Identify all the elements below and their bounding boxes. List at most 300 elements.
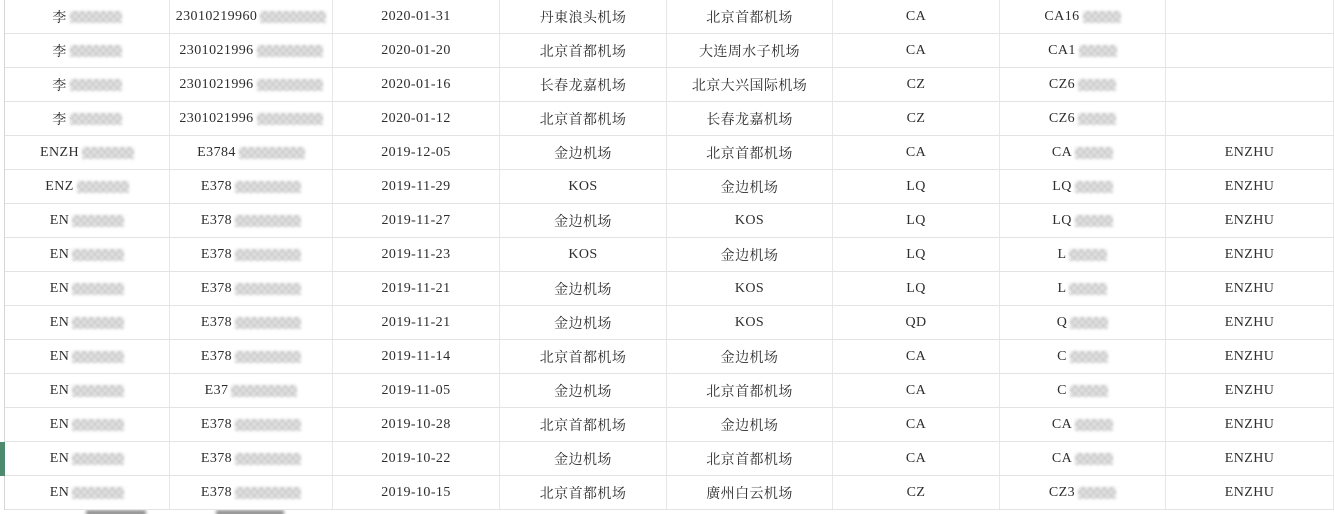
flight-number-text: L (1057, 280, 1067, 296)
cell-arrival-airport[interactable] (667, 476, 833, 509)
cell-departure-airport[interactable] (500, 170, 667, 203)
redaction-blur (1075, 453, 1113, 465)
airline-code-text: LQ (906, 280, 926, 296)
cell-id-number[interactable] (170, 204, 333, 237)
cell-airline-code[interactable] (833, 34, 1000, 67)
redaction-blur (72, 317, 124, 329)
flight-date-text: 2020-01-31 (381, 8, 451, 24)
departure-airport-text: 金边机场 (554, 146, 612, 162)
cell-passenger-name[interactable] (1166, 170, 1334, 203)
arrival-airport-text: KOS (734, 314, 765, 330)
redaction-blur (1070, 317, 1108, 329)
cell-passenger-name[interactable] (1166, 374, 1334, 407)
cell-flight-date[interactable] (333, 102, 500, 135)
arrival-airport-text: 金边机场 (720, 350, 779, 366)
cell-airline-code[interactable] (833, 374, 1000, 407)
cell-airline-code[interactable] (833, 442, 1000, 475)
id-number-text: E378 (200, 212, 233, 228)
redaction-blur (72, 351, 124, 363)
redaction-blur (235, 317, 301, 329)
cell-id-number[interactable] (170, 136, 333, 169)
cell-arrival-airport[interactable] (667, 408, 833, 441)
table-row (5, 442, 1334, 476)
name-text: 李 (52, 10, 67, 26)
redaction-blur (235, 283, 301, 295)
cell-departure-airport[interactable] (500, 272, 667, 305)
cell-id-number[interactable] (170, 102, 333, 135)
cell-flight-number[interactable] (1000, 476, 1166, 509)
id-number-text: E3784 (197, 144, 236, 160)
id-number-text: E378 (200, 416, 233, 432)
cell-passenger-name[interactable] (1166, 238, 1334, 271)
cell-airline-code[interactable] (833, 306, 1000, 339)
cell-flight-date[interactable] (333, 442, 500, 475)
passenger-name-text: ENZHU (1224, 144, 1275, 160)
table-row (5, 136, 1334, 170)
name-text: 李 (52, 44, 67, 60)
cell-airline-code[interactable] (833, 238, 1000, 271)
departure-airport-text: 丹東浪头机场 (539, 10, 627, 26)
redaction-blur (1069, 249, 1107, 261)
cell-id-number[interactable] (170, 68, 333, 101)
cell-passenger-name[interactable] (1166, 272, 1334, 305)
arrival-airport-text: KOS (734, 280, 765, 296)
id-number-text: E378 (200, 280, 233, 296)
cell-arrival-airport[interactable] (667, 170, 833, 203)
cell-departure-airport[interactable] (500, 306, 667, 339)
arrival-airport-text: 廣州白云机场 (706, 486, 793, 502)
arrival-airport-text: KOS (734, 212, 765, 228)
flight-date-text: 2019-11-29 (381, 178, 451, 194)
id-number-text: 23010219960 (175, 8, 258, 24)
arrival-airport-text: 金边机场 (720, 180, 779, 196)
cell-flight-date[interactable] (333, 340, 500, 373)
cell-name[interactable] (5, 68, 170, 101)
departure-airport-text: 长春龙嘉机场 (539, 78, 627, 94)
cell-flight-number[interactable] (1000, 68, 1166, 101)
name-text: EN (49, 382, 70, 398)
redaction-blur (239, 147, 305, 159)
arrival-airport-text: 北京首都机场 (706, 10, 793, 26)
cell-airline-code[interactable] (833, 408, 1000, 441)
airline-code-text: CA (905, 382, 927, 398)
departure-airport-text: 金边机场 (554, 214, 612, 230)
arrival-airport-text: 大连周水子机场 (699, 44, 800, 60)
redaction-blur (1069, 283, 1107, 295)
cell-airline-code[interactable] (833, 204, 1000, 237)
cell-flight-date[interactable] (333, 238, 500, 271)
cell-arrival-airport[interactable] (667, 34, 833, 67)
cell-name[interactable] (5, 306, 170, 339)
redaction-blur (72, 283, 124, 295)
table-row (5, 0, 1334, 34)
name-text: EN (49, 212, 70, 228)
id-number-text: E378 (200, 450, 233, 466)
cell-id-number[interactable] (170, 170, 333, 203)
flight-number-text: CA (1051, 416, 1073, 432)
cell-name[interactable] (5, 374, 170, 407)
redaction-blur (257, 113, 323, 125)
cell-flight-number[interactable] (1000, 374, 1166, 407)
airline-code-text: CZ (906, 484, 926, 500)
cell-departure-airport[interactable] (500, 0, 667, 33)
cell-flight-date[interactable] (333, 204, 500, 237)
flight-date-text: 2020-01-16 (381, 76, 451, 92)
flight-number-text: L (1057, 246, 1067, 262)
table-row (5, 272, 1334, 306)
cell-id-number[interactable] (170, 340, 333, 373)
passenger-name-text: ENZHU (1224, 348, 1275, 364)
airline-code-text: QD (905, 314, 927, 330)
flight-date-text: 2020-01-20 (381, 42, 451, 58)
redaction-blur (216, 510, 284, 514)
departure-airport-text: 金边机场 (554, 282, 612, 298)
arrival-airport-text: 北京首都机场 (706, 452, 793, 468)
table-row (5, 374, 1334, 408)
table-row (5, 238, 1334, 272)
flight-number-text: LQ (1052, 178, 1072, 194)
id-number-text: 2301021996 (179, 110, 254, 126)
redaction-blur (235, 419, 301, 431)
cell-departure-airport[interactable] (500, 68, 667, 101)
cell-departure-airport[interactable] (500, 374, 667, 407)
flight-date-text: 2019-10-22 (381, 450, 451, 466)
redaction-blur (1078, 79, 1116, 91)
cell-airline-code[interactable] (833, 272, 1000, 305)
departure-airport-text: 北京首都机场 (539, 112, 627, 128)
cell-name[interactable] (5, 170, 170, 203)
cell-departure-airport[interactable] (500, 442, 667, 475)
cell-arrival-airport[interactable] (667, 442, 833, 475)
cell-departure-airport[interactable] (500, 136, 667, 169)
passenger-name-text: ENZHU (1224, 382, 1275, 398)
cell-id-number[interactable] (170, 0, 333, 33)
redaction-blur (235, 249, 301, 261)
cell-flight-number[interactable] (1000, 102, 1166, 135)
cell-name[interactable] (5, 272, 170, 305)
name-text: EN (49, 450, 70, 466)
cell-airline-code[interactable] (833, 170, 1000, 203)
cell-flight-number[interactable] (1000, 306, 1166, 339)
cell-flight-date[interactable] (333, 0, 500, 33)
cell-flight-number[interactable] (1000, 136, 1166, 169)
id-number-text: E37 (204, 382, 229, 398)
cell-departure-airport[interactable] (500, 204, 667, 237)
cell-flight-number[interactable] (1000, 238, 1166, 271)
cell-passenger-name[interactable] (1166, 0, 1334, 33)
cell-flight-number[interactable] (1000, 204, 1166, 237)
redaction-blur (72, 419, 124, 431)
table-row (5, 408, 1334, 442)
cell-flight-number[interactable] (1000, 0, 1166, 33)
airline-code-text: CA (905, 450, 927, 466)
flight-number-text: LQ (1052, 212, 1072, 228)
redaction-blur (72, 385, 124, 397)
redaction-blur (1078, 113, 1116, 125)
airline-code-text: LQ (906, 212, 926, 228)
flight-date-text: 2019-12-05 (381, 144, 451, 160)
cell-passenger-name[interactable] (1166, 136, 1334, 169)
cell-flight-date[interactable] (333, 68, 500, 101)
redaction-blur (235, 351, 301, 363)
airline-code-text: CA (905, 42, 927, 58)
flight-number-text: CZ6 (1048, 76, 1076, 92)
cell-name[interactable] (5, 34, 170, 67)
row-highlight-marker (0, 442, 5, 476)
flight-number-text: CZ3 (1048, 484, 1076, 500)
id-number-text: E378 (200, 246, 233, 262)
cell-passenger-name[interactable] (1166, 34, 1334, 67)
redaction-blur (72, 453, 124, 465)
cell-name[interactable] (5, 136, 170, 169)
cell-id-number[interactable] (170, 374, 333, 407)
cell-airline-code[interactable] (833, 340, 1000, 373)
redaction-blur (257, 45, 323, 57)
arrival-airport-text: 北京首都机场 (706, 384, 793, 400)
cell-arrival-airport[interactable] (667, 340, 833, 373)
redaction-blur (70, 45, 122, 57)
cell-airline-code[interactable] (833, 136, 1000, 169)
name-text: EN (49, 416, 70, 432)
cell-passenger-name[interactable] (1166, 306, 1334, 339)
name-text: 李 (52, 112, 67, 128)
arrival-airport-text: 金边机场 (720, 418, 779, 434)
passenger-name-text: ENZHU (1224, 280, 1275, 296)
cell-name[interactable] (5, 340, 170, 373)
cell-arrival-airport[interactable] (667, 0, 833, 33)
redaction-blur (70, 113, 122, 125)
cell-name[interactable] (5, 204, 170, 237)
cell-flight-date[interactable] (333, 476, 500, 509)
cell-passenger-name[interactable] (1166, 476, 1334, 509)
redaction-blur (1075, 419, 1113, 431)
departure-airport-text: 北京首都机场 (539, 44, 627, 60)
cell-name[interactable] (5, 408, 170, 441)
flight-date-text: 2019-10-28 (381, 416, 451, 432)
redaction-blur (231, 385, 297, 397)
airline-code-text: CZ (906, 76, 926, 92)
table-row (5, 306, 1334, 340)
cell-arrival-airport[interactable] (667, 102, 833, 135)
arrival-airport-text: 北京大兴国际机场 (691, 78, 808, 94)
cell-name[interactable] (5, 102, 170, 135)
name-text: 李 (52, 78, 67, 94)
table-row (5, 34, 1334, 68)
arrival-airport-text: 长春龙嘉机场 (706, 112, 793, 128)
redaction-blur (1070, 385, 1108, 397)
departure-airport-text: 金边机场 (554, 316, 612, 332)
cell-id-number[interactable] (170, 238, 333, 271)
airline-code-text: CA (905, 8, 927, 24)
flight-number-text: CA (1051, 450, 1073, 466)
cell-departure-airport[interactable] (500, 476, 667, 509)
cell-departure-airport[interactable] (500, 238, 667, 271)
cell-arrival-airport[interactable] (667, 272, 833, 305)
airline-code-text: LQ (906, 246, 926, 262)
cell-arrival-airport[interactable] (667, 374, 833, 407)
cell-flight-number[interactable] (1000, 340, 1166, 373)
name-text: ENZH (39, 144, 79, 160)
flight-number-text: Q (1056, 314, 1068, 330)
cell-flight-date[interactable] (333, 306, 500, 339)
redaction-blur (72, 487, 124, 499)
redaction-blur (72, 249, 124, 261)
cell-name[interactable] (5, 0, 170, 33)
redaction-blur (77, 181, 129, 193)
cell-passenger-name[interactable] (1166, 340, 1334, 373)
cell-name[interactable] (5, 442, 170, 475)
cell-flight-number[interactable] (1000, 170, 1166, 203)
cell-passenger-name[interactable] (1166, 102, 1334, 135)
flight-date-text: 2019-11-21 (381, 280, 451, 296)
cell-id-number[interactable] (170, 272, 333, 305)
name-text: ENZ (45, 178, 74, 194)
passenger-name-text: ENZHU (1224, 246, 1275, 262)
redaction-blur (257, 79, 323, 91)
redaction-blur (1075, 181, 1113, 193)
cell-passenger-name[interactable] (1166, 204, 1334, 237)
arrival-airport-text: 金边机场 (720, 248, 779, 264)
passenger-name-text: ENZHU (1224, 450, 1275, 466)
cell-arrival-airport[interactable] (667, 68, 833, 101)
table-row (5, 204, 1334, 238)
cell-flight-number[interactable] (1000, 34, 1166, 67)
departure-airport-text: KOS (568, 178, 598, 194)
name-text: EN (49, 246, 70, 262)
arrival-airport-text: 北京首都机场 (706, 146, 793, 162)
passenger-name-text: ENZHU (1224, 178, 1275, 194)
redaction-blur (235, 487, 301, 499)
cell-name[interactable] (5, 238, 170, 271)
flight-number-text: CA (1051, 144, 1073, 160)
cell-departure-airport[interactable] (500, 408, 667, 441)
cell-name[interactable] (5, 476, 170, 509)
cell-arrival-airport[interactable] (667, 238, 833, 271)
id-number-text: 2301021996 (179, 42, 254, 58)
table-row (5, 102, 1334, 136)
cell-flight-date[interactable] (333, 374, 500, 407)
cell-arrival-airport[interactable] (667, 306, 833, 339)
flight-records-table (4, 0, 1334, 510)
cell-passenger-name[interactable] (1166, 442, 1334, 475)
cell-airline-code[interactable] (833, 0, 1000, 33)
cell-flight-number[interactable] (1000, 272, 1166, 305)
redaction-blur (82, 147, 134, 159)
flight-date-text: 2019-11-23 (381, 246, 451, 262)
redaction-blur (1079, 45, 1117, 57)
cell-flight-number[interactable] (1000, 442, 1166, 475)
flight-date-text: 2019-11-27 (381, 212, 451, 228)
redaction-blur (260, 11, 326, 23)
redaction-blur (1075, 215, 1113, 227)
cell-passenger-name[interactable] (1166, 68, 1334, 101)
flight-number-text: C (1057, 348, 1067, 364)
redaction-blur (72, 215, 124, 227)
redaction-blur (235, 453, 301, 465)
flight-number-text: CA1 (1048, 42, 1076, 58)
name-text: EN (49, 348, 70, 364)
redaction-blur (1078, 487, 1116, 499)
cell-arrival-airport[interactable] (667, 136, 833, 169)
flight-date-text: 2019-11-05 (381, 382, 451, 398)
cell-flight-number[interactable] (1000, 408, 1166, 441)
table-row (5, 476, 1334, 510)
cell-id-number[interactable] (170, 408, 333, 441)
flight-date-text: 2019-11-21 (381, 314, 451, 330)
passenger-name-text: ENZHU (1224, 416, 1275, 432)
passenger-name-text: ENZHU (1224, 314, 1275, 330)
passenger-name-text: ENZHU (1224, 212, 1275, 228)
table-row (5, 170, 1334, 204)
redaction-blur (70, 11, 122, 23)
name-text: EN (49, 314, 70, 330)
departure-airport-text: 北京首都机场 (539, 486, 627, 502)
flight-number-text: C (1057, 382, 1067, 398)
redaction-blur (235, 215, 301, 227)
flight-date-text: 2019-10-15 (381, 484, 451, 500)
airline-code-text: LQ (906, 178, 926, 194)
cell-departure-airport[interactable] (500, 340, 667, 373)
departure-airport-text: 金边机场 (554, 452, 612, 468)
departure-airport-text: 北京首都机场 (539, 350, 627, 366)
cell-flight-date[interactable] (333, 34, 500, 67)
cell-departure-airport[interactable] (500, 102, 667, 135)
cell-passenger-name[interactable] (1166, 408, 1334, 441)
table-row (5, 68, 1334, 102)
cell-airline-code[interactable] (833, 476, 1000, 509)
redaction-blur (1083, 11, 1121, 23)
redaction-blur (1070, 351, 1108, 363)
id-number-text: E378 (200, 314, 233, 330)
redaction-blur (86, 510, 146, 514)
redaction-blur (235, 181, 301, 193)
cell-id-number[interactable] (170, 306, 333, 339)
name-text: EN (49, 484, 70, 500)
flight-date-text: 2020-01-12 (381, 110, 451, 126)
departure-airport-text: 北京首都机场 (539, 418, 627, 434)
cell-id-number[interactable] (170, 476, 333, 509)
table-row (5, 340, 1334, 374)
name-text: EN (49, 280, 70, 296)
cell-flight-date[interactable] (333, 136, 500, 169)
cell-flight-date[interactable] (333, 408, 500, 441)
id-number-text: E378 (200, 484, 233, 500)
cell-departure-airport[interactable] (500, 34, 667, 67)
passenger-name-text: ENZHU (1224, 484, 1275, 500)
cell-airline-code[interactable] (833, 68, 1000, 101)
airline-code-text: CA (905, 348, 927, 364)
partial-next-row (4, 510, 1334, 514)
airline-code-text: CA (905, 144, 927, 160)
flight-number-text: CZ6 (1048, 110, 1076, 126)
flight-date-text: 2019-11-14 (381, 348, 451, 364)
redaction-blur (70, 79, 122, 91)
cell-airline-code[interactable] (833, 102, 1000, 135)
id-number-text: E378 (200, 178, 233, 194)
cell-arrival-airport[interactable] (667, 204, 833, 237)
cell-flight-date[interactable] (333, 170, 500, 203)
cell-id-number[interactable] (170, 442, 333, 475)
id-number-text: E378 (200, 348, 233, 364)
cell-flight-date[interactable] (333, 272, 500, 305)
cell-id-number[interactable] (170, 34, 333, 67)
departure-airport-text: KOS (568, 246, 598, 262)
departure-airport-text: 金边机场 (554, 384, 612, 400)
airline-code-text: CA (905, 416, 927, 432)
flight-number-text: CA16 (1044, 8, 1080, 24)
airline-code-text: CZ (906, 110, 926, 126)
redaction-blur (1075, 147, 1113, 159)
